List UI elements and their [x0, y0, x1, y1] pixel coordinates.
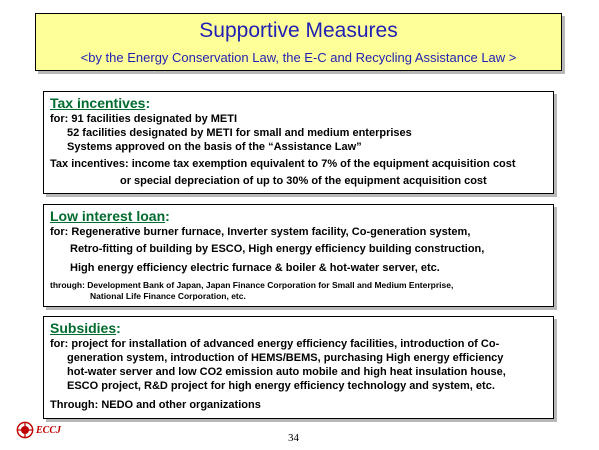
- low-interest-loan-panel: [43, 204, 554, 307]
- subsidies-line-4: ESCO project, R&D project for high energy efficiency technology and system, etc.: [67, 380, 495, 392]
- eccj-logo: [16, 421, 61, 439]
- subsidies-line-2: generation system, introduction of HEMS/BEMS, purchasing High energy efficiency: [67, 352, 504, 364]
- subsidies-heading: Subsidies:: [50, 320, 121, 336]
- tax-incentives-panel: [43, 91, 554, 194]
- subsidies-line-3: hot-water server and low CO2 emission auto mobile and high heat insulation house,: [67, 366, 506, 378]
- eccj-logo-icon: [16, 421, 34, 439]
- page-number: 34: [288, 432, 299, 444]
- loan-line-1: for: Regenerative burner furnace, Inverter system facility, Co-generation system,: [50, 226, 471, 238]
- subsidies-line-1: for: project for installation of advanced energy efficiency facilities, introduction of Co-: [50, 338, 500, 350]
- loan-line-3: High energy efficiency electric furnace & boiler & hot-water server, etc.: [70, 262, 440, 274]
- tax-incentives-heading: Tax incentives:: [50, 95, 151, 111]
- loan-line-5: National Life Finance Corporation, etc.: [90, 291, 246, 301]
- slide-title: Supportive Measures: [199, 19, 398, 42]
- loan-line-4: through: Development Bank of Japan, Japan Finance Corporation for Small and Medium Enterprise,: [50, 280, 454, 290]
- subsidies-line-5: Through: NEDO and other organizations: [50, 399, 261, 411]
- loan-line-2: Retro-fitting of building by ESCO, High energy efficiency building construction,: [70, 243, 485, 255]
- tax-line-1: for: 91 facilities designated by METI: [50, 113, 238, 125]
- tax-line-2: 52 facilities designated by METI for small and medium enterprises: [67, 127, 412, 139]
- eccj-logo-text: ECCJ: [36, 424, 62, 436]
- slide-subtitle: <by the Energy Conservation Law, the E-C and Recycling Assistance Law >: [80, 50, 517, 65]
- subsidies-panel: [43, 316, 554, 419]
- tax-line-5: or special depreciation of up to 30% of the equipment acquisition cost: [120, 175, 487, 187]
- low-interest-loan-heading: Low interest loan:: [50, 208, 170, 224]
- tax-line-3: Systems approved on the basis of the “Assistance Law”: [67, 141, 362, 153]
- tax-line-4: Tax incentives: income tax exemption equivalent to 7% of the equipment acquisition cost: [50, 158, 516, 170]
- title-box: [35, 13, 562, 71]
